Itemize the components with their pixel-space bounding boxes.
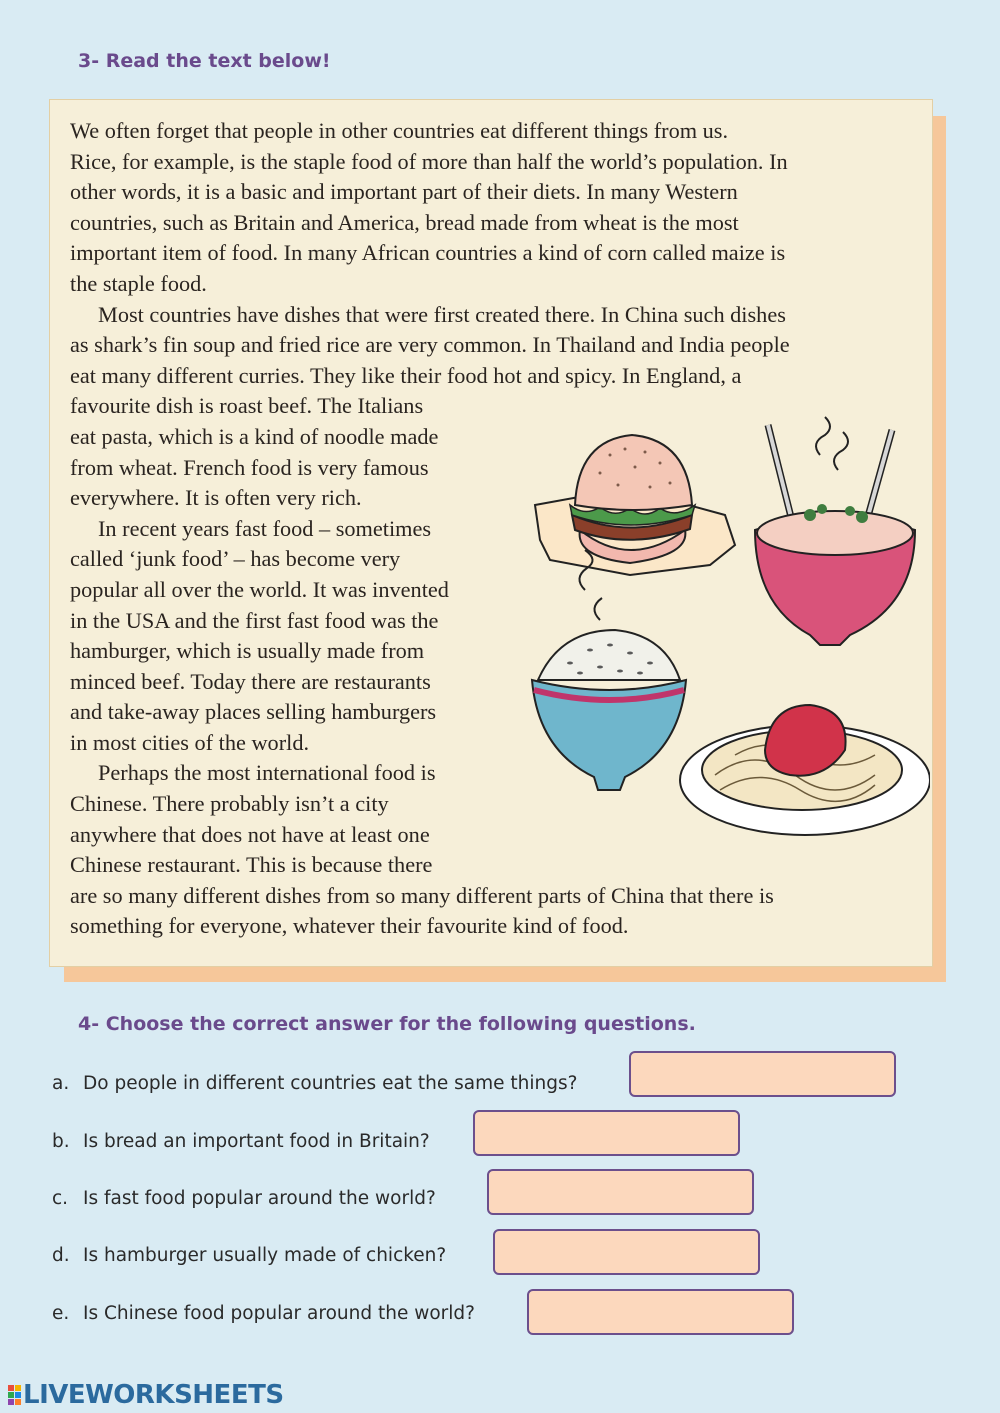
passage-line: hamburger, which is usually made from — [70, 638, 425, 664]
passage-line: the staple food. — [70, 270, 207, 296]
answer-box-b[interactable] — [473, 1110, 740, 1156]
passage-line: minced beef. Today there are restaurants — [70, 668, 431, 694]
passage-line: popular all over the world. It was invented — [70, 576, 449, 602]
passage-line: Perhaps the most international food is — [98, 760, 436, 786]
question-text: Is fast food popular around the world? — [83, 1188, 436, 1209]
question-letter: d. — [52, 1245, 70, 1266]
food-illustration — [520, 405, 930, 855]
passage-line: everywhere. It is often very rich. — [70, 485, 362, 511]
passage-line: We often forget that people in other countries eat different things from us. — [70, 118, 729, 143]
answer-box-d[interactable] — [493, 1229, 760, 1275]
section-3-heading: 3- Read the text below! — [78, 50, 331, 72]
soup-surface — [757, 511, 913, 555]
passage-line: from wheat. French food is very famous — [70, 454, 429, 480]
passage-line: Rice, for example, is the staple food of more than half the world’s population. In — [70, 148, 788, 174]
question-letter: e. — [52, 1303, 70, 1324]
question-text: Is Chinese food popular around the world? — [83, 1303, 475, 1324]
passage-line: in most cities of the world. — [70, 729, 310, 755]
question-text: Is bread an important food in Britain? — [83, 1131, 430, 1152]
question-e — [52, 1303, 475, 1324]
passage-line: are so many different dishes from so many different parts of China that there is — [70, 882, 774, 908]
passage-line: in the USA and the first fast food was the — [70, 607, 439, 633]
question-letter: a. — [52, 1073, 70, 1094]
passage-line: eat many different curries. They like their food hot and spicy. In England, a — [70, 362, 742, 388]
passage-line: anywhere that does not have at least one — [70, 821, 430, 847]
rice-mound — [538, 630, 680, 680]
passage-line: countries, such as Britain and America, bread made from wheat is the most — [70, 209, 739, 235]
passage-line: important item of food. In many African countries a kind of corn called maize is — [70, 240, 786, 266]
passage-line: other words, it is a basic and important part of their diets. In many Western — [70, 179, 738, 205]
question-text: Do people in different countries eat the same things? — [83, 1073, 578, 1094]
question-a — [52, 1073, 577, 1094]
section-4-heading: 4- Choose the correct answer for the following questions. — [78, 1013, 696, 1035]
passage-line: favourite dish is roast beef. The Italians — [70, 393, 424, 419]
question-c — [52, 1188, 436, 1209]
answer-box-e[interactable] — [527, 1289, 794, 1335]
question-d — [52, 1245, 446, 1266]
passage-line: called ‘junk food’ – has become very — [70, 546, 401, 572]
question-letter: c. — [52, 1188, 69, 1209]
burger-top-bun — [575, 435, 692, 510]
question-letter: b. — [52, 1131, 70, 1152]
passage-line: Most countries have dishes that were first created there. In China such dishes — [98, 301, 786, 327]
answer-box-a[interactable] — [629, 1051, 896, 1097]
passage-line: as shark’s fin soup and fried rice are very common. In Thailand and India people — [70, 332, 790, 358]
answer-box-c[interactable] — [487, 1169, 754, 1215]
logo-squares-icon — [8, 1385, 21, 1405]
passage-line: eat pasta, which is a kind of noodle made — [70, 423, 439, 449]
question-text: Is hamburger usually made of chicken? — [83, 1245, 447, 1266]
liveworksheets-logo — [8, 1380, 284, 1410]
passage-line: In recent years fast food – sometimes — [98, 515, 432, 541]
brand-wordmark: LIVEWORKSHEETS — [23, 1380, 284, 1410]
passage-line: and take-away places selling hamburgers — [70, 699, 437, 725]
steam — [816, 417, 848, 470]
passage-line: Chinese. There probably isn’t a city — [70, 791, 389, 817]
passage-line: Chinese restaurant. This is because there — [70, 852, 433, 878]
question-b — [52, 1131, 430, 1152]
passage-line: something for everyone, whatever their favourite kind of food. — [70, 913, 629, 939]
